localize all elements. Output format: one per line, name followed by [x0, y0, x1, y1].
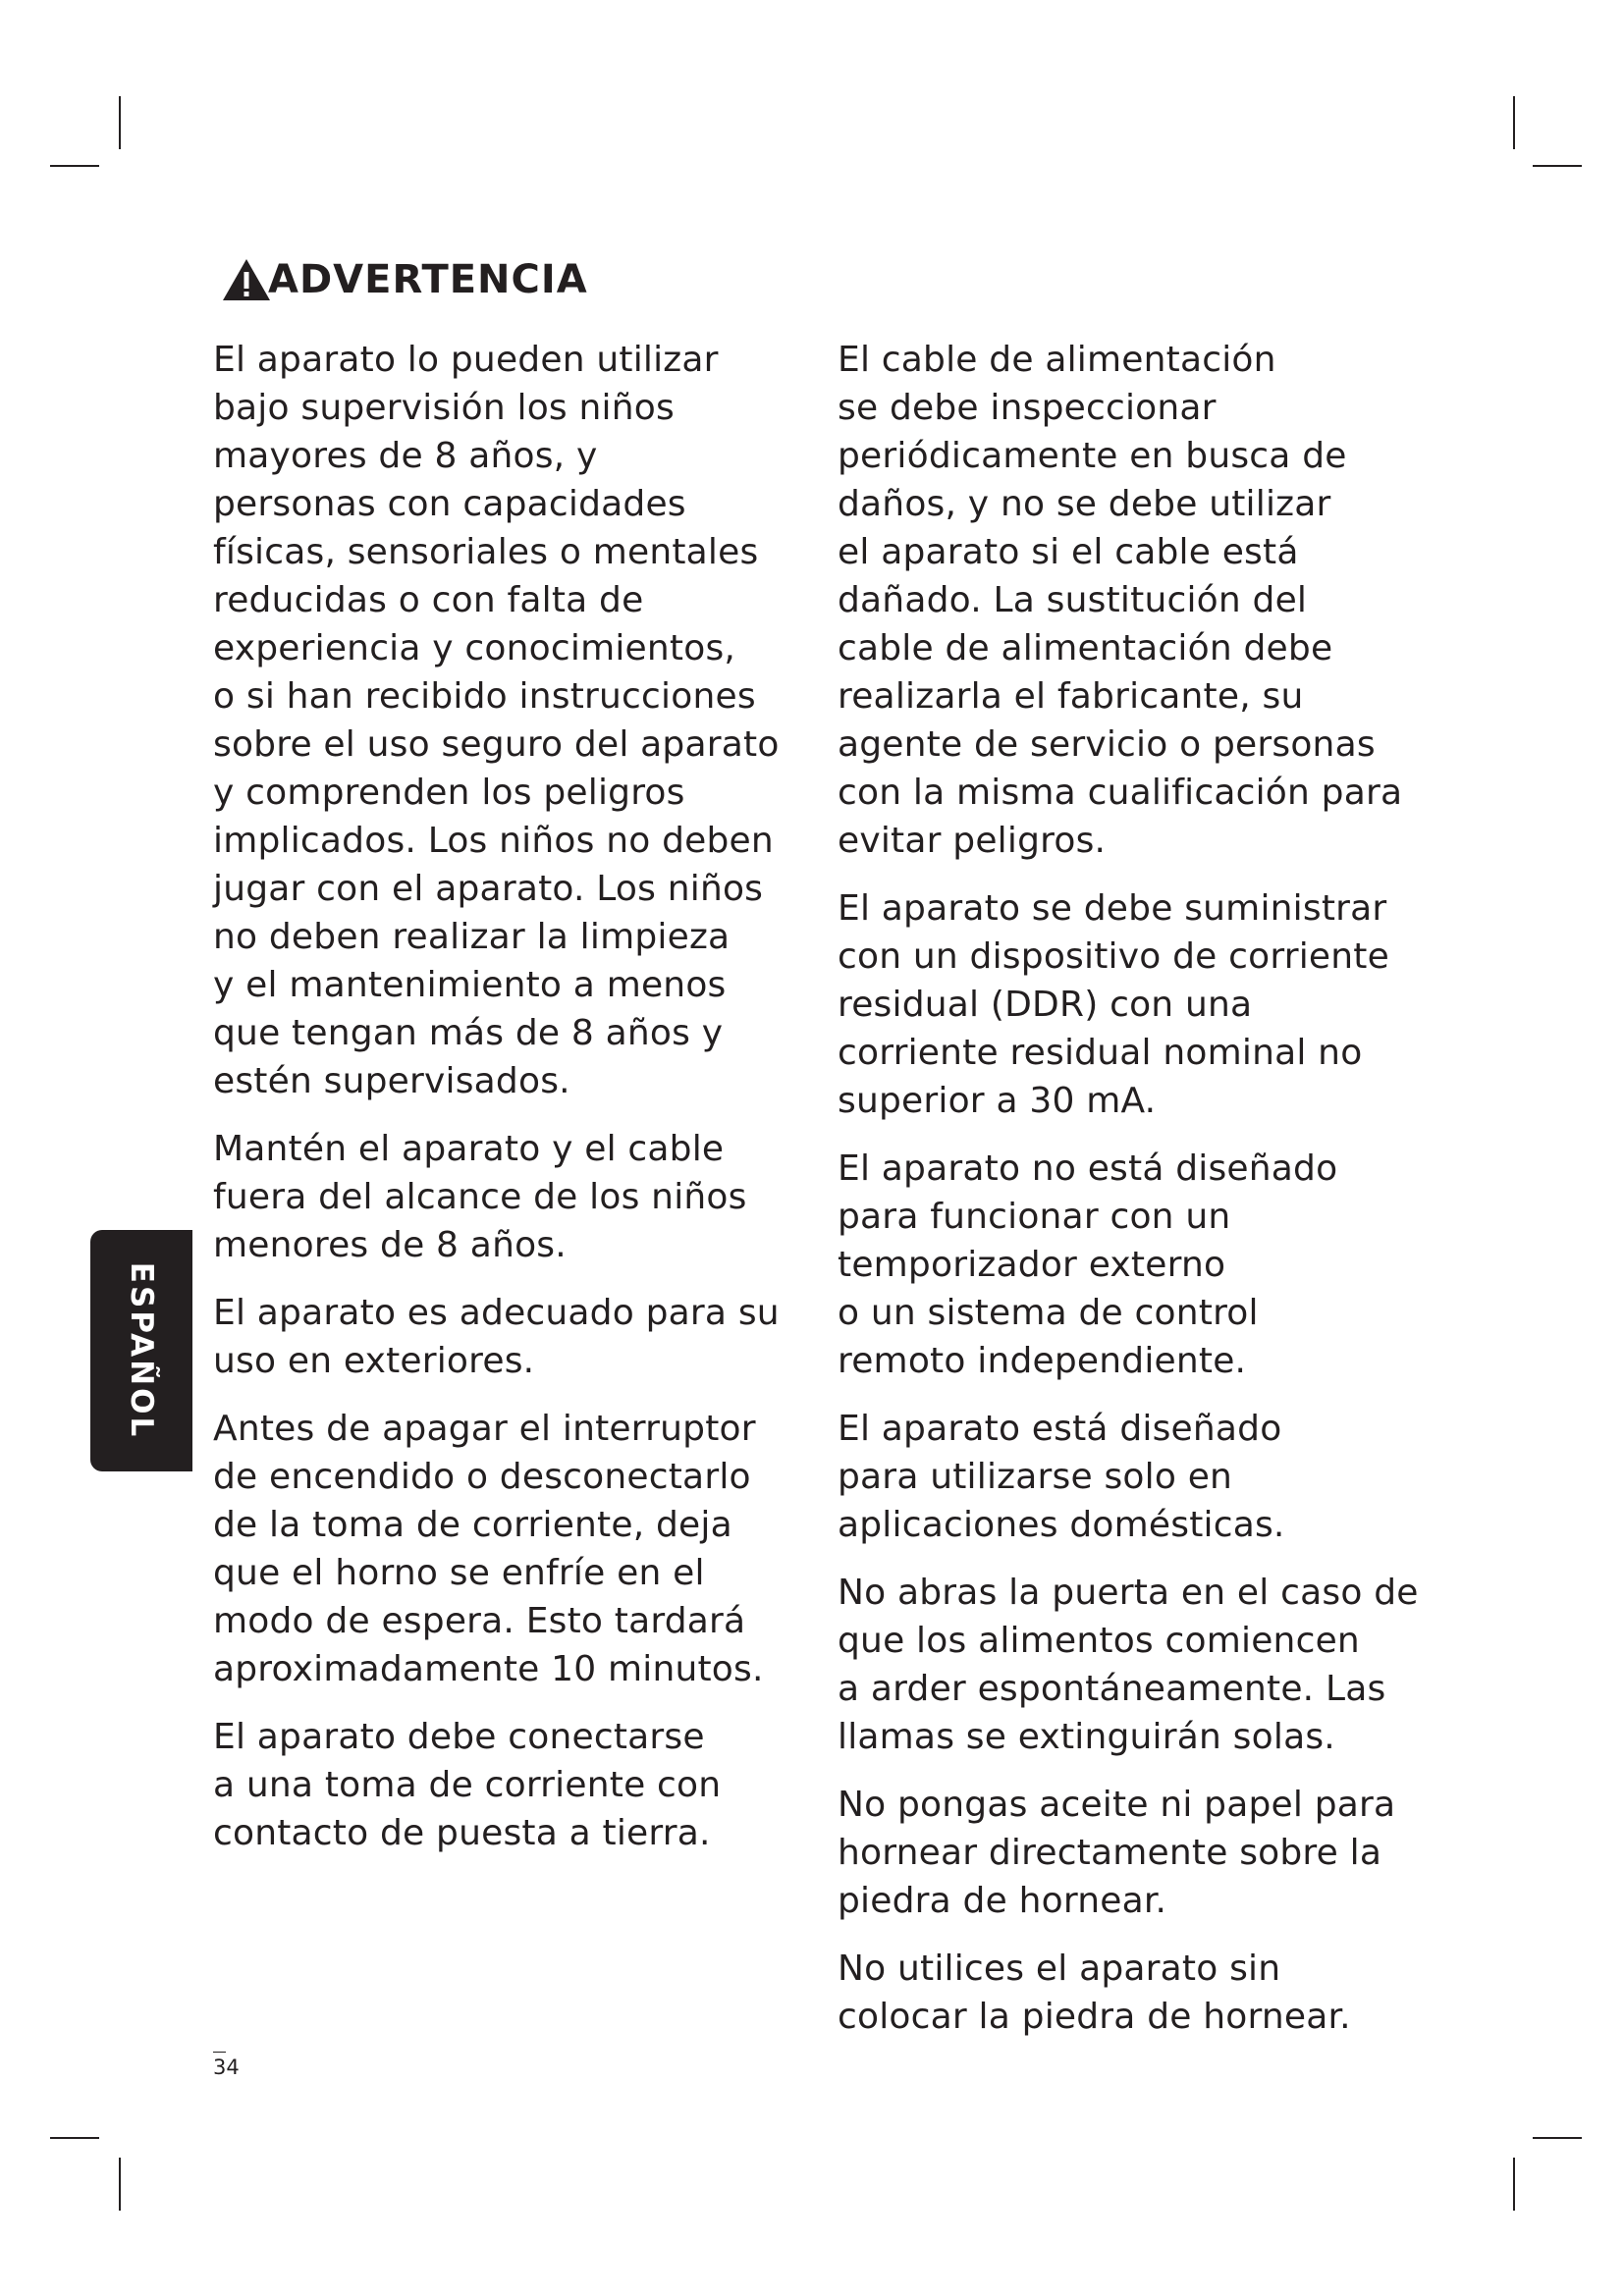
crop-mark-top-right-vertical	[1513, 96, 1515, 149]
crop-mark-bottom-left-vertical	[119, 2158, 121, 2211]
crop-mark-top-left-vertical	[119, 96, 121, 149]
crop-mark-top-left-horizontal	[50, 165, 99, 167]
warning-heading-text: ADVERTENCIA	[268, 257, 588, 302]
paragraph-fire-door: No abras la puerta en el caso de que los alimentos comiencen a arder espontáneamente. Las llamas se extinguirán solas.	[838, 1573, 1419, 1757]
left-column	[213, 336, 802, 1877]
crop-mark-top-right-horizontal	[1533, 165, 1582, 167]
language-tab-label: ESPAÑOL	[124, 1261, 159, 1440]
paragraph-outdoor-use: El aparato es adecuado para su uso en exteriores.	[213, 1293, 780, 1381]
right-column	[838, 336, 1427, 2060]
crop-mark-bottom-left-horizontal	[50, 2137, 99, 2139]
paragraph-grounding: El aparato debe conectarse a una toma de corriente con contacto de puesta a tierra.	[213, 1717, 722, 1853]
warning-heading	[221, 257, 588, 302]
paragraph-no-oil: No pongas aceite ni papel para hornear directamente sobre la piedra de hornear.	[838, 1785, 1396, 1921]
paragraph-power-cable: El cable de alimentación se debe inspeccionar periódicamente en busca de daños, y no se debe utilizar el aparato si el cable está dañado. La sustitución del cable de alimentación debe realizarla el fabricante, su agente de servicio o personas con la misma cualificación para evitar peligros.	[838, 340, 1403, 861]
paragraph-keep-away: Mantén el aparato y el cable fuera del alcance de los niños menores de 8 años.	[213, 1129, 747, 1265]
paragraph-rcd: El aparato se debe suministrar con un dispositivo de corriente residual (DDR) con una corriente residual nominal no superior a 30 mA.	[838, 888, 1389, 1121]
page-number: 34	[213, 2056, 240, 2079]
page-number-rule	[213, 2052, 226, 2053]
warning-triangle-icon	[221, 257, 272, 302]
paragraph-baking-stone: No utilices el aparato sin colocar la piedra de hornear.	[838, 1949, 1351, 2037]
paragraph-external-timer: El aparato no está diseñado para funcionar con un temporizador externo o un sistema de control remoto independiente.	[838, 1148, 1338, 1381]
crop-mark-bottom-right-vertical	[1513, 2158, 1515, 2211]
crop-mark-bottom-right-horizontal	[1533, 2137, 1582, 2139]
paragraph-cooldown: Antes de apagar el interruptor de encendido o desconectarlo de la toma de corriente, deja que el horno se enfríe en el modo de espera. Esto tardará aproximadamente 10 minutos.	[213, 1409, 764, 1689]
language-tab	[90, 1230, 192, 1471]
paragraph-domestic-use: El aparato está diseñado para utilizarse solo en aplicaciones domésticas.	[838, 1409, 1285, 1545]
paragraph-supervision: El aparato lo pueden utilizar bajo supervisión los niños mayores de 8 años, y personas con capacidades físicas, sensoriales o mentales reducidas o con falta de experiencia y conocimientos, o si han recibido instrucciones sobre el uso seguro del aparato y comprenden los peligros implicados. Los niños no deben jugar con el aparato. Los niños no deben realizar la limpieza y el mantenimiento a menos que tengan más de 8 años y estén supervisados.	[213, 340, 780, 1101]
